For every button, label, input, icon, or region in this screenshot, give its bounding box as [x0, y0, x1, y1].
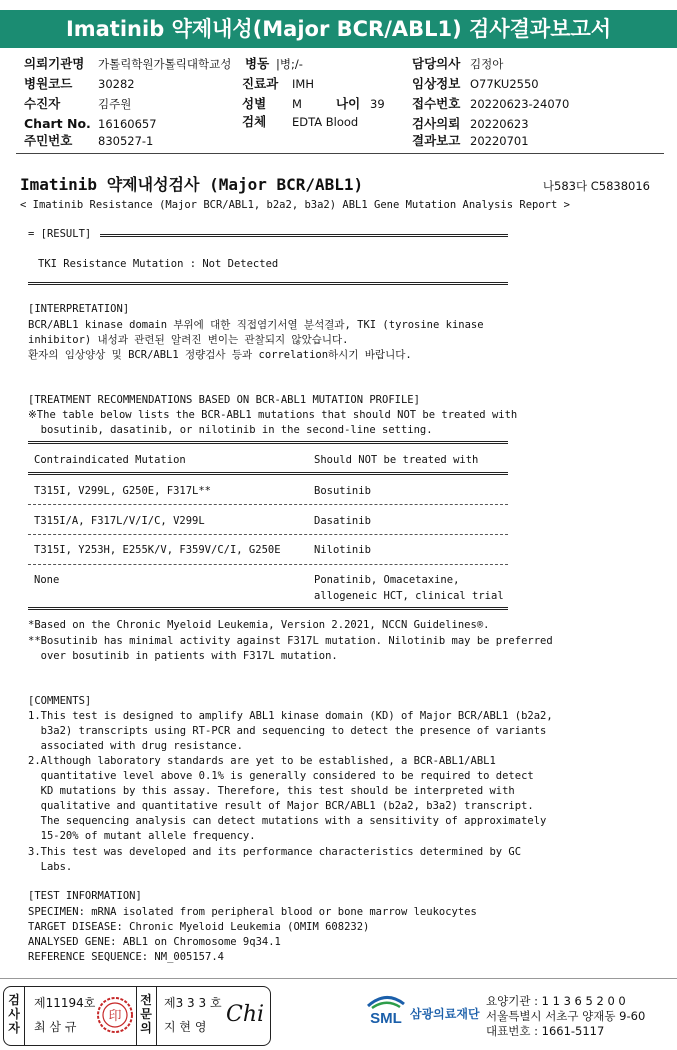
- comment-line: 15-20% of mutant allele frequency.: [28, 830, 256, 842]
- specimen-label: 검체: [242, 114, 267, 129]
- inspector-seal-icon: [96, 996, 134, 1034]
- institution-label: 의뢰기관명: [24, 56, 85, 71]
- result-rule: [28, 282, 508, 285]
- footer-divider: [0, 978, 677, 979]
- treatment-header: [TREATMENT RECOMMENDATIONS BASED ON BCR-ABL1 MUTATION PROFILE]: [28, 394, 420, 406]
- report-id: 나583다 C5838016: [542, 179, 650, 193]
- receipt-label: 접수번호: [412, 96, 461, 111]
- clinical-value: O77KU2550: [470, 77, 539, 91]
- comment-line: 3.This test was developed and its performance characteristics determined by GC: [28, 846, 522, 858]
- comment-line: qualitative and quantitative result of Major BCR/ABL1 (b2a2, b3a2) transcript.: [28, 800, 534, 812]
- hospital-code-label: 병원코드: [24, 76, 73, 91]
- comment-line: b3a2) transcripts using RT-PCR and sequencing to detect the presence of variants: [28, 725, 547, 737]
- comment-line: Labs.: [28, 861, 73, 873]
- doctor-value: 김정아: [470, 57, 504, 71]
- svg-text:印: 印: [108, 1009, 122, 1024]
- clinical-label: 임상정보: [412, 76, 461, 91]
- comment-line: 2.Although laboratory standards are yet to be established, a BCR-ABL1/ABL1: [28, 755, 496, 767]
- treatment-line: ※The table below lists the BCR-ABL1 mutations that should NOT be treated with: [28, 409, 518, 421]
- signature-box-divider: [24, 987, 25, 1045]
- table-col-drug: Should NOT be treated with: [314, 454, 479, 466]
- report-date-value: 20220701: [470, 134, 529, 148]
- treatment-line: bosutinib, dasatinib, or nilotinib in the second-line setting.: [28, 424, 433, 436]
- footnote: **Bosutinib has minimal activity against F317L mutation. Nilotinib may be preferred: [28, 635, 553, 647]
- result-header: = [RESULT]: [28, 228, 98, 240]
- signature-box-divider: [156, 987, 157, 1045]
- chart-value: 16160657: [98, 117, 157, 131]
- report-subtitle: < Imatinib Resistance (Major BCR/ABL1, b2a2, b3a2) ABL1 Gene Mutation Analysis Report >: [20, 199, 570, 211]
- table-top-rule: [28, 441, 508, 444]
- table-row-divider: [28, 534, 508, 535]
- org-name: 삼광의료재단: [410, 1007, 480, 1021]
- specialist-signature: Chi: [226, 1002, 265, 1027]
- comment-line: 1.This test is designed to amplify ABL1 kinase domain (KD) of Major BCR/ABL1 (b2a2,: [28, 710, 553, 722]
- patient-value: 김주원: [98, 97, 132, 111]
- resident-label: 주민번호: [24, 133, 73, 148]
- comment-line: quantitative level above 0.1% is generally considered to be required to detect: [28, 770, 534, 782]
- specialist-name: 지 현 영: [164, 1020, 207, 1034]
- table-row-mutation: T315I/A, F317L/V/I/C, V299L: [34, 515, 205, 527]
- report-heading: Imatinib 약제내성검사 (Major BCR/ABL1): [20, 175, 364, 194]
- age-label: 나이: [336, 96, 361, 111]
- report-date-label: 결과보고: [412, 133, 461, 148]
- testinfo-line: ANALYSED GENE: ABL1 on Chromosome 9q34.1: [28, 936, 281, 948]
- hospital-code-value: 30282: [98, 77, 135, 91]
- sml-logo-icon: [364, 992, 408, 1026]
- patient-label: 수진자: [24, 96, 61, 111]
- table-row-drug: Bosutinib: [314, 485, 371, 497]
- footnote: *Based on the Chronic Myeloid Leukemia, Version 2.2021, NCCN Guidelines®.: [28, 619, 490, 631]
- sex-value: M: [292, 97, 302, 111]
- report-title-bar: Imatinib 약제내성(Major BCR/ABL1) 검사결과보고서: [0, 10, 677, 48]
- interpretation-line: BCR/ABL1 kinase domain 부위에 대한 직접염기서열 분석결과, TKI (tyrosine kinase: [28, 319, 484, 331]
- result-text: TKI Resistance Mutation : Not Detected: [38, 258, 279, 270]
- inspector-label: 검 사 자: [8, 993, 20, 1035]
- table-row-mutation: None: [34, 574, 60, 586]
- testinfo-header: [TEST INFORMATION]: [28, 890, 142, 902]
- comment-line: KD mutations by this assay. Therefore, this test should be interpreted with: [28, 785, 515, 797]
- age-value: 39: [370, 97, 385, 111]
- sex-label: 성별: [242, 96, 267, 111]
- testinfo-line: REFERENCE SEQUENCE: NM_005157.4: [28, 951, 224, 963]
- dept-value: IMH: [292, 77, 314, 91]
- inspector-name: 최 삼 규: [34, 1020, 77, 1034]
- table-row-divider: [28, 504, 508, 505]
- institution-value: 가톨릭학원가톨릭대학교성: [98, 57, 232, 71]
- table-row-drug: Ponatinib, Omacetaxine,: [314, 574, 460, 586]
- comment-line: The sequencing analysis can detect mutations with a sensitivity of approximately: [28, 815, 547, 827]
- table-row-drug: Dasatinib: [314, 515, 371, 527]
- comments-header: [COMMENTS]: [28, 695, 92, 707]
- table-row-drug: Nilotinib: [314, 544, 371, 556]
- ward-value: |병;/-: [276, 57, 303, 71]
- doctor-label: 담당의사: [412, 56, 461, 71]
- org-address: 서울특별시 서초구 양재동 9-60: [486, 1009, 646, 1023]
- footnote: over bosutinib in patients with F317L mutation.: [28, 650, 338, 662]
- testinfo-line: SPECIMEN: mRNA isolated from peripheral blood or bone marrow leukocytes: [28, 906, 477, 918]
- org-phone: 대표번호 : 1661-5117: [486, 1024, 605, 1038]
- signature-box-divider: [136, 987, 137, 1045]
- table-col-mutation: Contraindicated Mutation: [34, 454, 186, 466]
- table-row-mutation: T315I, Y253H, E255K/V, F359V/C/I, G250E: [34, 544, 281, 556]
- specialist-no: 제3 3 3 호: [164, 996, 222, 1010]
- request-value: 20220623: [470, 117, 529, 131]
- specimen-value: EDTA Blood: [292, 115, 359, 129]
- org-code: 요양기관 : 1 1 3 6 5 2 0 0: [486, 994, 626, 1008]
- interpretation-line: inhibitor) 내성과 관련된 알려진 변이는 관찰되지 않았습니다.: [28, 334, 349, 346]
- signature-box: [3, 986, 271, 1046]
- comment-line: associated with drug resistance.: [28, 740, 243, 752]
- table-row-drug-continued: allogeneic HCT, clinical trial: [314, 590, 504, 602]
- testinfo-line: TARGET DISEASE: Chronic Myeloid Leukemia (OMIM 608232): [28, 921, 370, 933]
- interpretation-line: 환자의 임상양상 및 BCR/ABL1 정량검사 등과 correlation하시기 바랍니다.: [28, 349, 412, 361]
- svg-text:SML: SML: [370, 1010, 402, 1026]
- dept-label: 진료과: [242, 76, 279, 91]
- chart-label: Chart No.: [24, 116, 91, 131]
- resident-value: 830527-1: [98, 134, 154, 148]
- ward-label: 병동: [245, 56, 270, 71]
- table-row-divider: [28, 564, 508, 565]
- request-label: 검사의뢰: [412, 116, 461, 131]
- interpretation-header: [INTERPRETATION]: [28, 303, 130, 315]
- table-header-rule: [28, 472, 508, 475]
- result-header-rule: [100, 234, 508, 237]
- table-row-mutation: T315I, V299L, G250E, F317L**: [34, 485, 212, 497]
- inspector-no: 제11194호: [34, 996, 96, 1010]
- specialist-label: 전 문 의: [140, 993, 152, 1035]
- table-bottom-rule: [28, 607, 508, 610]
- header-divider: [16, 153, 664, 154]
- receipt-value: 20220623-24070: [470, 97, 570, 111]
